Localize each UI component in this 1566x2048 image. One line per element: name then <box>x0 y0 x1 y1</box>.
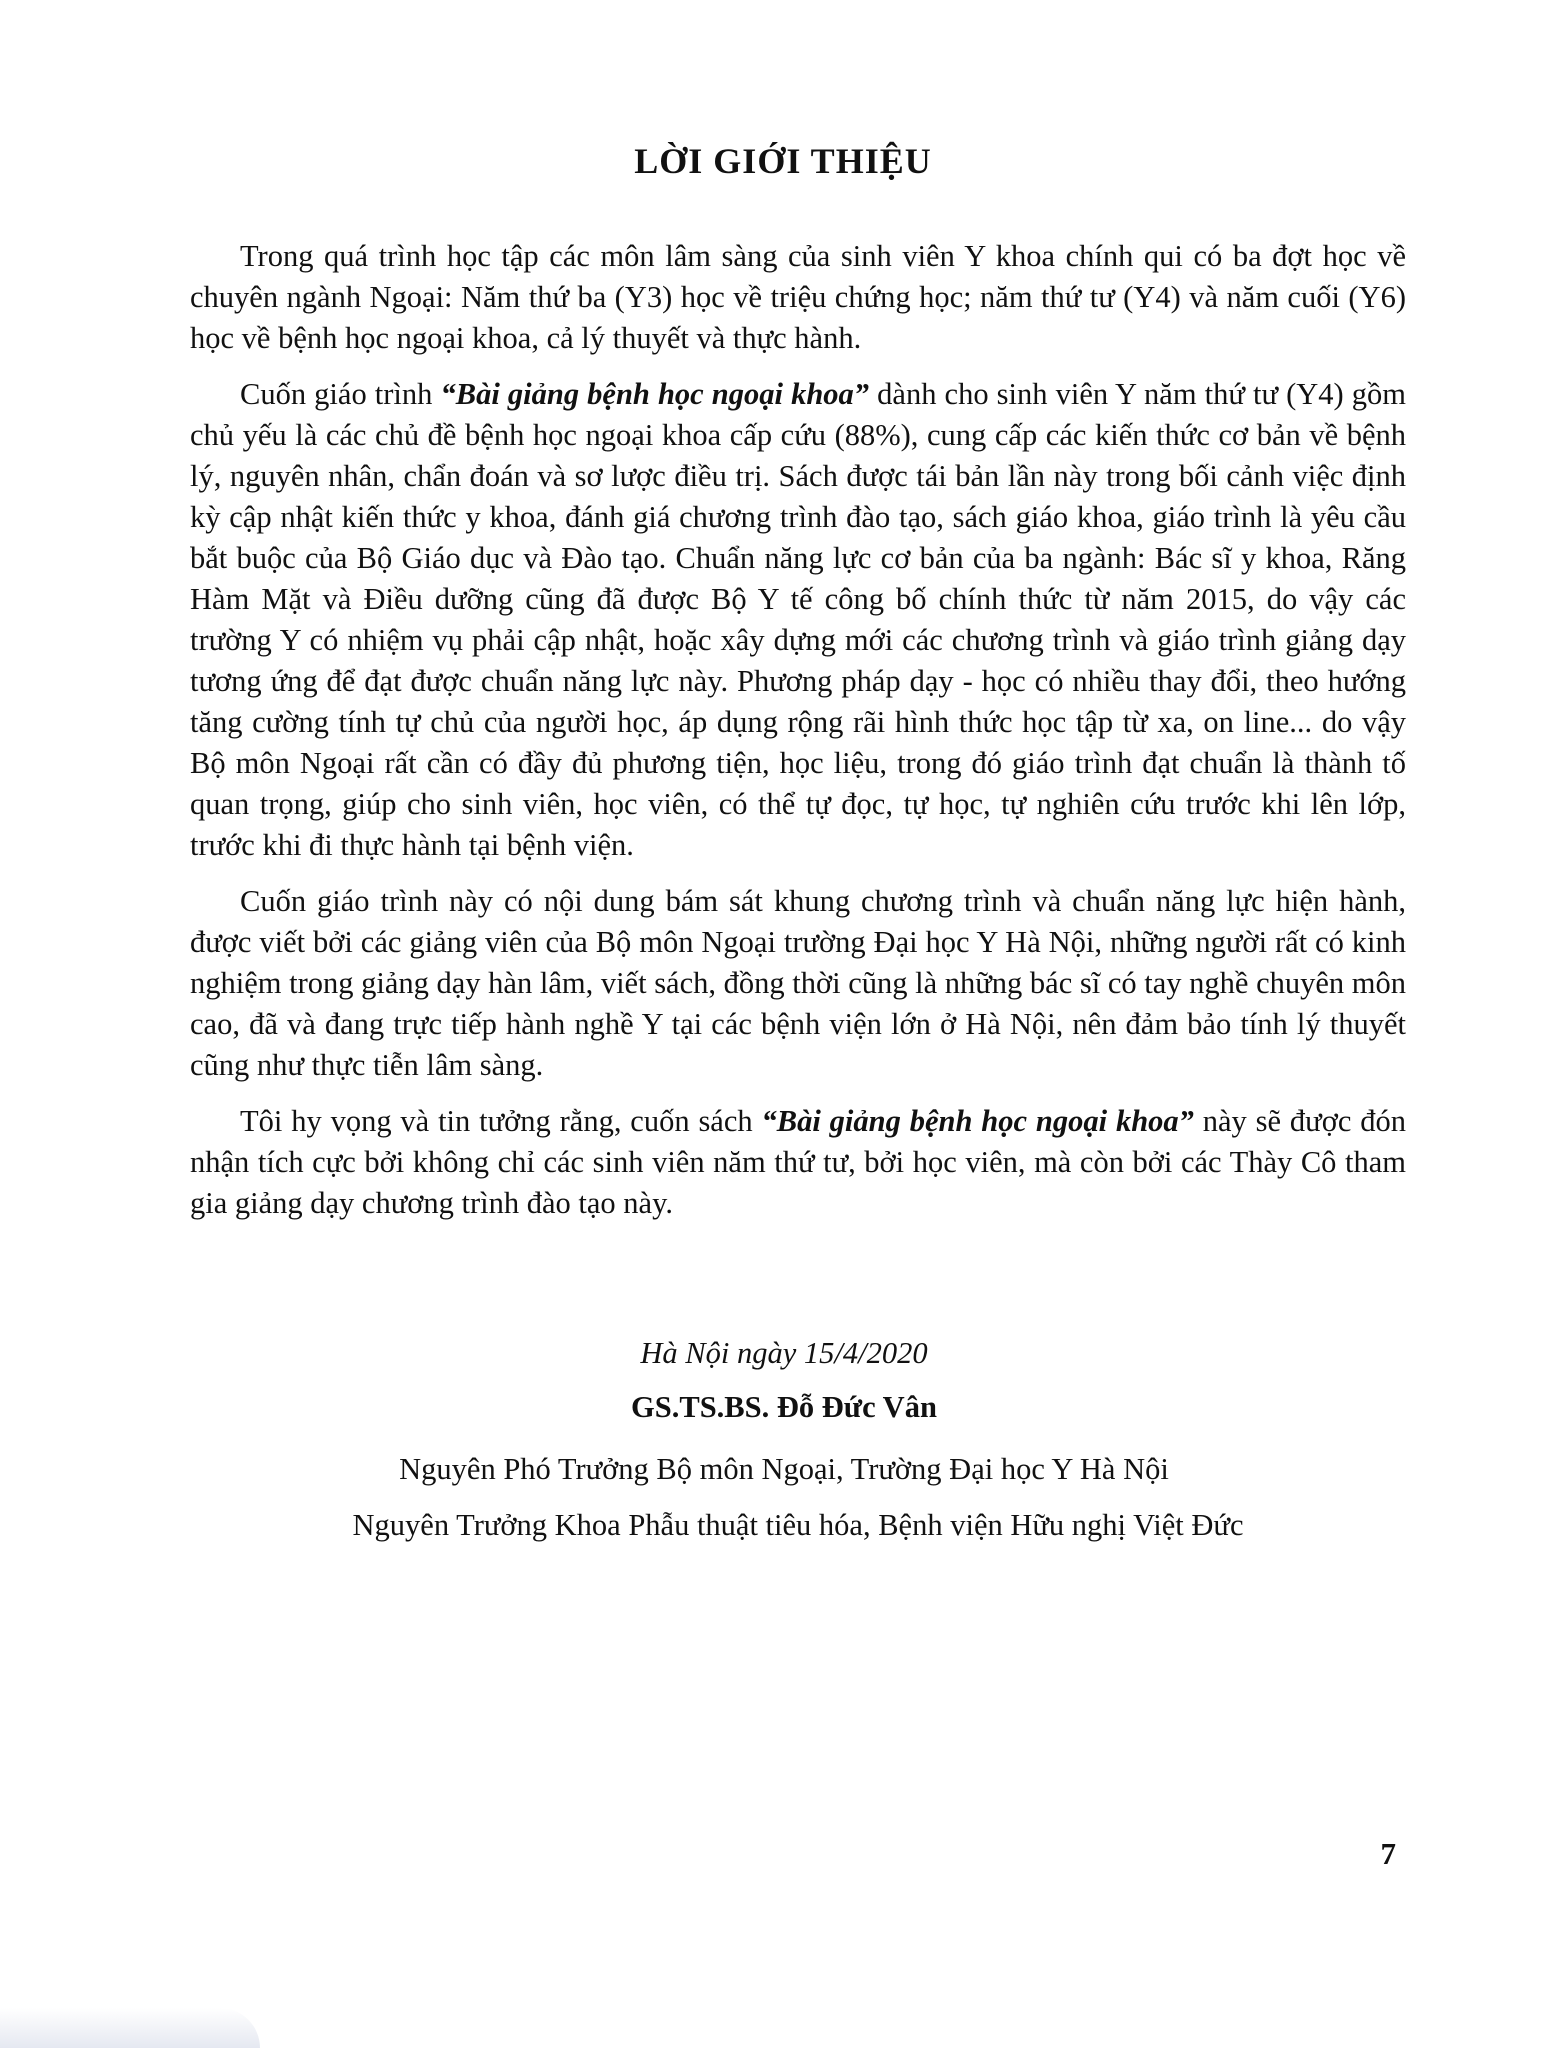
paragraph-2 <box>190 374 1406 866</box>
scan-edge-shadow <box>0 2008 260 2048</box>
page-title: LỜI GIỚI THIỆU <box>634 141 932 181</box>
signature-position-2: Nguyên Trưởng Khoa Phẫu thuật tiêu hóa, Bệnh viện Hữu nghị Việt Đức <box>352 1508 1244 1542</box>
paragraph-2-text-b: dành cho sinh viên Y năm thứ tư (Y4) gồm chủ yếu là các chủ đề bệnh học ngoại khoa cấp cứu (88%), cung cấp các kiến thức cơ bản về bệnh lý, nguyên nhân, chẩn đoán và sơ lược điều trị. Sách được tái bản lần này trong bối cảnh việc định kỳ cập nhật kiến thức y khoa, đánh giá chương trình đào tạo, sách giáo khoa, giáo trình là yêu cầu bắt buộc của Bộ Giáo dục và Đào tạo. Chuẩn năng lực cơ bản của ba ngành: Bác sĩ y khoa, Răng Hàm Mặt và Điều dưỡng cũng đã được Bộ Y tế công bố chính thức từ năm 2015, do vậy các trường Y có nhiệm vụ phải cập nhật, hoặc xây dựng mới các chương trình và giáo trình giảng dạy tương ứng để đạt được chuẩn năng lực này. Phương pháp dạy - học có nhiều thay đổi, theo hướng tăng cường tính tự chủ của người học, áp dụng rộng rãi hình thức học tập từ xa, on line... do vậy Bộ môn Ngoại rất cần có đầy đủ phương tiện, học liệu, trong đó giáo trình đạt chuẩn là thành tố quan trọng, giúp cho sinh viên, học viên, có thể tự đọc, tự học, tự nghiên cứu trước khi lên lớp, trước khi đi thực hành tại bệnh viện. <box>190 377 1406 862</box>
paragraph-2-text-a: Cuốn giáo trình <box>240 377 441 411</box>
paragraph-4-text-a: Tôi hy vọng và tin tưởng rằng, cuốn sách <box>240 1104 762 1138</box>
paragraph-3-text: Cuốn giáo trình này có nội dung bám sát khung chương trình và chuẩn năng lực hiện hành, được viết bởi các giảng viên của Bộ môn Ngoại trường Đại học Y Hà Nội, những người rất có kinh nghiệm trong giảng dạy hàn lâm, viết sách, đồng thời cũng là những bác sĩ có tay nghề chuyên môn cao, đã và đang trực tiếp hành nghề Y tại các bệnh viện lớn ở Hà Nội, nên đảm bảo tính lý thuyết cũng như thực tiễn lâm sàng. <box>190 884 1406 1082</box>
book-title: “Bài giảng bệnh học ngoại khoa” <box>440 377 870 411</box>
paragraph-1-text: Trong quá trình học tập các môn lâm sàng của sinh viên Y khoa chính qui có ba đợt học về chuyên ngành Ngoại: Năm thứ ba (Y3) học về triệu chứng học; năm thứ tư (Y4) và năm cuối (Y6) học về bệnh học ngoại khoa, cả lý thuyết và thực hành. <box>190 239 1406 355</box>
paragraph-1 <box>190 236 1406 359</box>
paragraph-4-text-b: này sẽ được đón nhận tích cực bởi không chỉ các sinh viên năm thứ tư, bởi học viên, mà còn bởi các Thày Cô tham gia giảng dạy chương trình đào tạo này. <box>190 1104 1406 1220</box>
book-title: “Bài giảng bệnh học ngoại khoa” <box>761 1104 1194 1138</box>
signature-position-1: Nguyên Phó Trưởng Bộ môn Ngoại, Trường Đại học Y Hà Nội <box>399 1452 1169 1486</box>
paragraph-4 <box>190 1101 1406 1224</box>
signature-name: GS.TS.BS. Đỗ Đức Vân <box>631 1390 937 1424</box>
body-text <box>190 236 1406 1239</box>
page-number: 7 <box>1380 1836 1396 1871</box>
paragraph-3 <box>190 881 1406 1086</box>
signature-date: Hà Nội ngày 15/4/2020 <box>640 1336 928 1370</box>
